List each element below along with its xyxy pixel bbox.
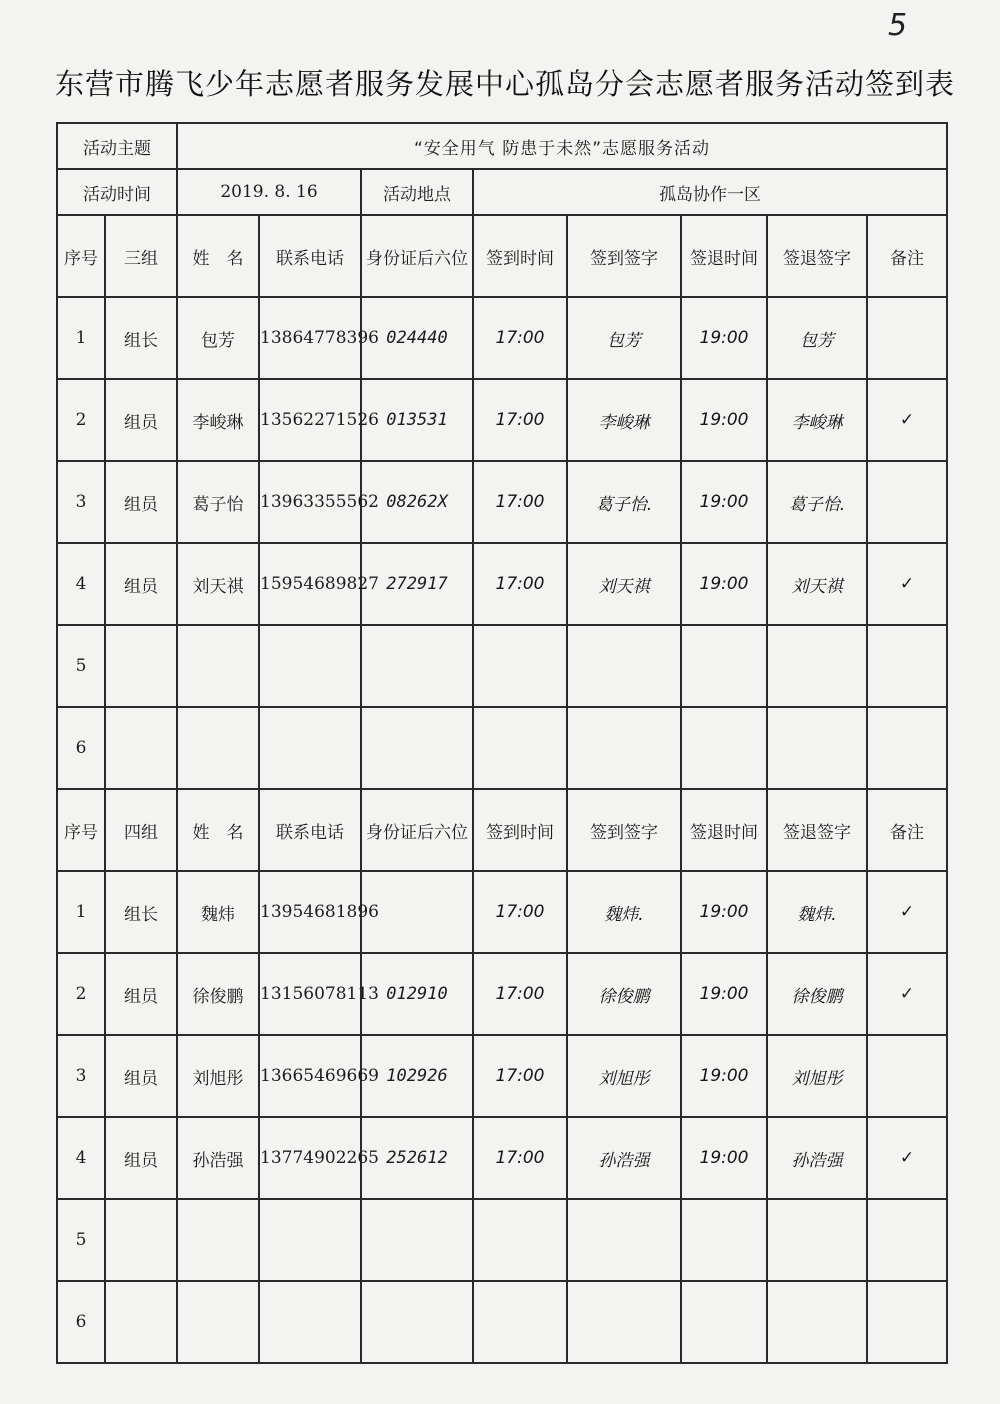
sign-out-time-cell [681, 1199, 767, 1281]
name-cell [177, 707, 259, 789]
phone-cell: 13665469669 [259, 1035, 361, 1117]
column-header: 签到时间 [473, 215, 567, 297]
name-cell: 李峻琳 [177, 379, 259, 461]
sign-in-time-cell [473, 1199, 567, 1281]
id-last-six-cell: 024440 [361, 297, 473, 379]
sign-out-signature-cell [767, 1199, 867, 1281]
role-cell [105, 625, 177, 707]
row-number-cell: 3 [57, 1035, 105, 1117]
sign-out-time-cell: 19:00 [681, 953, 767, 1035]
role-cell: 组长 [105, 297, 177, 379]
remark-cell [867, 461, 947, 543]
activity-topic-row [57, 123, 947, 169]
sign-out-time-cell [681, 625, 767, 707]
table-row [57, 379, 947, 461]
sign-in-signature-cell: 李峻琳 [567, 379, 681, 461]
sign-out-time-cell: 19:00 [681, 871, 767, 953]
phone-cell: 15954689827 [259, 543, 361, 625]
id-last-six-cell: 013531 [361, 379, 473, 461]
sign-in-time-cell: 17:00 [473, 1035, 567, 1117]
group3-section [57, 215, 947, 789]
sign-out-signature-cell: 葛子怡. [767, 461, 867, 543]
name-cell [177, 1281, 259, 1363]
page-number: 5 [888, 8, 908, 43]
sign-in-time-cell [473, 1281, 567, 1363]
sign-in-signature-cell: 葛子怡. [567, 461, 681, 543]
column-header: 身份证后六位 [361, 215, 473, 297]
sign-out-signature-cell: 徐俊鹏 [767, 953, 867, 1035]
id-last-six-cell [361, 625, 473, 707]
column-header: 备注 [867, 789, 947, 871]
table-row [57, 461, 947, 543]
sign-out-time-cell [681, 707, 767, 789]
table-row [57, 707, 947, 789]
name-cell: 刘天祺 [177, 543, 259, 625]
name-cell: 葛子怡 [177, 461, 259, 543]
info-block [57, 123, 947, 215]
column-header: 签退时间 [681, 215, 767, 297]
row-number-cell: 5 [57, 1199, 105, 1281]
name-cell: 孙浩强 [177, 1117, 259, 1199]
table-row [57, 543, 947, 625]
row-number-cell: 5 [57, 625, 105, 707]
document-title: 东营市腾飞少年志愿者服务发展中心孤岛分会志愿者服务活动签到表 [54, 67, 955, 101]
column-header: 备注 [867, 215, 947, 297]
sign-out-time-cell: 19:00 [681, 1035, 767, 1117]
id-last-six-cell [361, 1199, 473, 1281]
column-header: 签退签字 [767, 789, 867, 871]
sign-out-signature-cell: 李峻琳 [767, 379, 867, 461]
row-number-cell: 4 [57, 1117, 105, 1199]
table-row [57, 871, 947, 953]
time-label: 活动时间 [57, 169, 177, 215]
group3-header-row [57, 215, 947, 297]
sign-in-time-cell: 17:00 [473, 297, 567, 379]
phone-cell: 13954681896 [259, 871, 361, 953]
id-last-six-cell: 012910 [361, 953, 473, 1035]
sign-out-signature-cell: 刘旭彤 [767, 1035, 867, 1117]
phone-cell: 13864778396 [259, 297, 361, 379]
date-value: 2019. 8. 16 [177, 169, 361, 215]
id-last-six-cell [361, 1281, 473, 1363]
phone-cell [259, 1199, 361, 1281]
phone-cell: 13774902265 [259, 1117, 361, 1199]
role-cell [105, 1281, 177, 1363]
remark-cell [867, 297, 947, 379]
role-cell: 组员 [105, 461, 177, 543]
sign-in-signature-cell [567, 1199, 681, 1281]
column-header: 姓 名 [177, 789, 259, 871]
sign-out-signature-cell: 刘天祺 [767, 543, 867, 625]
table-row [57, 1117, 947, 1199]
sign-in-time-cell: 17:00 [473, 543, 567, 625]
sign-in-time-cell [473, 707, 567, 789]
phone-cell: 13156078113 [259, 953, 361, 1035]
sign-in-time-cell: 17:00 [473, 379, 567, 461]
column-header: 身份证后六位 [361, 789, 473, 871]
remark-cell [867, 707, 947, 789]
role-cell: 组员 [105, 1035, 177, 1117]
phone-cell: 13562271526 [259, 379, 361, 461]
name-cell [177, 1199, 259, 1281]
role-cell: 组长 [105, 871, 177, 953]
sign-in-signature-cell: 刘天祺 [567, 543, 681, 625]
sign-in-signature-cell: 包芳 [567, 297, 681, 379]
topic-value: “安全用气 防患于未然”志愿服务活动 [177, 123, 947, 169]
sign-in-sheet-table [56, 122, 948, 1364]
table-row [57, 1035, 947, 1117]
table-row [57, 1199, 947, 1281]
id-last-six-cell: 272917 [361, 543, 473, 625]
phone-cell [259, 707, 361, 789]
sign-out-signature-cell [767, 1281, 867, 1363]
sign-out-time-cell: 19:00 [681, 543, 767, 625]
sign-in-time-cell: 17:00 [473, 1117, 567, 1199]
column-header: 联系电话 [259, 789, 361, 871]
column-header: 四组 [105, 789, 177, 871]
phone-cell: 13963355562 [259, 461, 361, 543]
sign-out-time-cell [681, 1281, 767, 1363]
remark-cell [867, 1199, 947, 1281]
column-header: 签到时间 [473, 789, 567, 871]
name-cell: 刘旭彤 [177, 1035, 259, 1117]
remark-cell: ✓ [867, 871, 947, 953]
sign-in-signature-cell: 孙浩强 [567, 1117, 681, 1199]
id-last-six-cell: 102926 [361, 1035, 473, 1117]
name-cell: 包芳 [177, 297, 259, 379]
row-number-cell: 1 [57, 871, 105, 953]
remark-cell: ✓ [867, 953, 947, 1035]
table-row [57, 953, 947, 1035]
row-number-cell: 6 [57, 707, 105, 789]
column-header: 签到签字 [567, 215, 681, 297]
topic-label: 活动主题 [57, 123, 177, 169]
sign-in-signature-cell [567, 707, 681, 789]
sign-in-time-cell: 17:00 [473, 953, 567, 1035]
column-header: 姓 名 [177, 215, 259, 297]
sign-out-signature-cell [767, 625, 867, 707]
sign-in-time-cell [473, 625, 567, 707]
sign-in-time-cell: 17:00 [473, 461, 567, 543]
id-last-six-cell: 252612 [361, 1117, 473, 1199]
table-row [57, 297, 947, 379]
sign-in-signature-cell [567, 625, 681, 707]
sign-out-signature-cell: 孙浩强 [767, 1117, 867, 1199]
sign-out-signature-cell [767, 707, 867, 789]
name-cell: 魏炜 [177, 871, 259, 953]
remark-cell: ✓ [867, 1117, 947, 1199]
place-label: 活动地点 [361, 169, 473, 215]
sign-out-time-cell: 19:00 [681, 379, 767, 461]
row-number-cell: 2 [57, 379, 105, 461]
sign-out-signature-cell: 包芳 [767, 297, 867, 379]
sign-out-time-cell: 19:00 [681, 1117, 767, 1199]
id-last-six-cell [361, 707, 473, 789]
phone-cell [259, 625, 361, 707]
name-cell: 徐俊鹏 [177, 953, 259, 1035]
row-number-cell: 3 [57, 461, 105, 543]
sign-in-signature-cell: 刘旭彤 [567, 1035, 681, 1117]
group4-section [57, 789, 947, 1363]
role-cell: 组员 [105, 379, 177, 461]
role-cell [105, 707, 177, 789]
group4-header-row [57, 789, 947, 871]
role-cell: 组员 [105, 953, 177, 1035]
row-number-cell: 4 [57, 543, 105, 625]
role-cell [105, 1199, 177, 1281]
sign-out-signature-cell: 魏炜. [767, 871, 867, 953]
column-header: 签退时间 [681, 789, 767, 871]
column-header: 序号 [57, 215, 105, 297]
phone-cell [259, 1281, 361, 1363]
column-header: 序号 [57, 789, 105, 871]
sign-in-signature-cell: 魏炜. [567, 871, 681, 953]
row-number-cell: 1 [57, 297, 105, 379]
sign-in-time-cell: 17:00 [473, 871, 567, 953]
role-cell: 组员 [105, 1117, 177, 1199]
row-number-cell: 2 [57, 953, 105, 1035]
name-cell [177, 625, 259, 707]
table-row [57, 1281, 947, 1363]
sign-in-signature-cell [567, 1281, 681, 1363]
id-last-six-cell: 08262X [361, 461, 473, 543]
remark-cell: ✓ [867, 543, 947, 625]
sign-out-time-cell: 19:00 [681, 461, 767, 543]
remark-cell [867, 1035, 947, 1117]
activity-time-row [57, 169, 947, 215]
column-header: 签退签字 [767, 215, 867, 297]
column-header: 联系电话 [259, 215, 361, 297]
sign-in-signature-cell: 徐俊鹏 [567, 953, 681, 1035]
table-row [57, 625, 947, 707]
place-value: 孤岛协作一区 [473, 169, 947, 215]
sign-out-time-cell: 19:00 [681, 297, 767, 379]
role-cell: 组员 [105, 543, 177, 625]
row-number-cell: 6 [57, 1281, 105, 1363]
column-header: 三组 [105, 215, 177, 297]
remark-cell [867, 625, 947, 707]
remark-cell [867, 1281, 947, 1363]
column-header: 签到签字 [567, 789, 681, 871]
remark-cell: ✓ [867, 379, 947, 461]
